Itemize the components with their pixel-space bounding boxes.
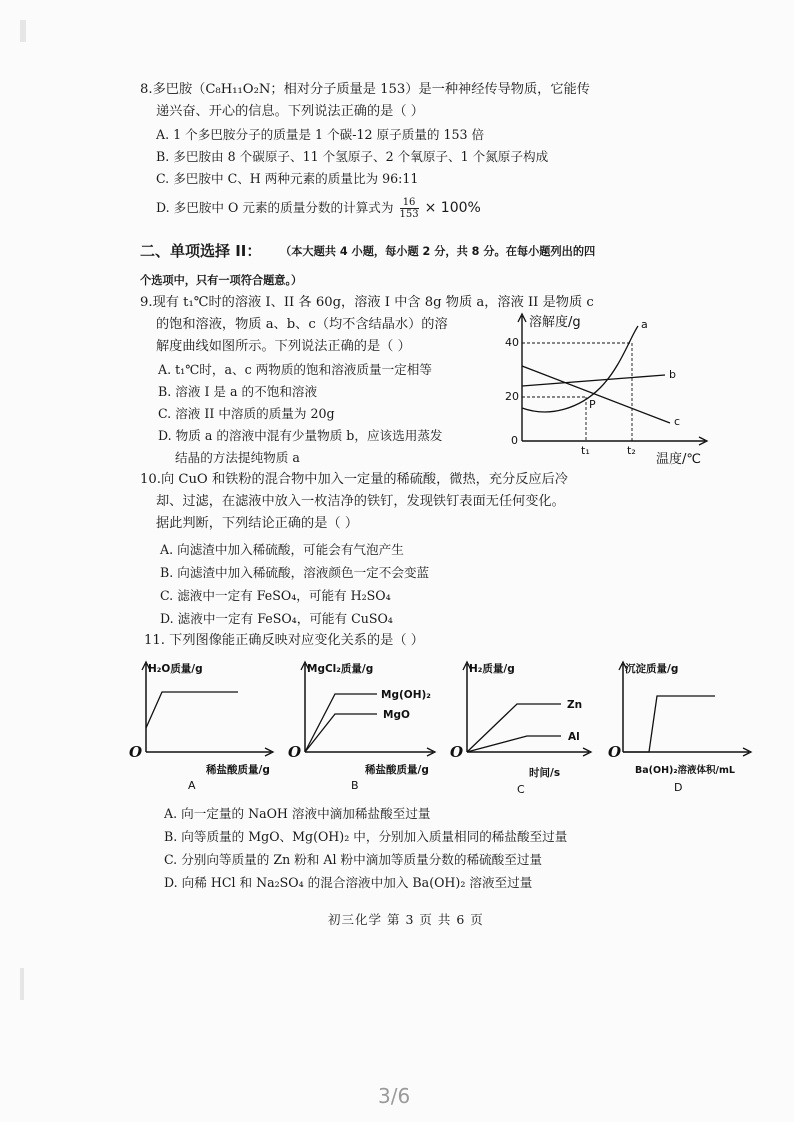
graph-d-caption: D	[674, 781, 683, 794]
q11-option-d: D. 向稀 HCl 和 Na₂SO₄ 的混合溶液中加入 Ba(OH)₂ 溶液至过量	[164, 875, 533, 890]
graph-xlabel: 温度/℃	[656, 452, 701, 467]
graph-a-caption: A	[188, 779, 196, 792]
page-footer: 初三化学 第 3 页 共 6 页	[328, 912, 484, 927]
scan-edge-mark	[20, 968, 24, 1000]
graph-d-xlabel: Ba(OH)₂溶液体积/mL	[635, 765, 735, 776]
graph-a-origin: O	[129, 743, 143, 761]
section-note: （本大题共 4 小题，每小题 2 分，共 8 分。在每小题列出的四	[280, 245, 596, 258]
graph-b-origin: O	[288, 743, 302, 761]
q9-option-c: C. 溶液 II 中溶质的质量为 20g	[158, 406, 335, 421]
graph-ylabel: 溶解度/g	[529, 315, 581, 330]
q10-option-c: C. 滤液中一定有 FeSO₄，可能有 H₂SO₄	[160, 588, 391, 603]
graph-a-xlabel: 稀盐酸质量/g	[206, 764, 270, 776]
graph-b-line-mgoh2	[305, 694, 377, 752]
q8-option-a: A. 1 个多巴胺分子的质量是 1 个碳-12 原子质量的 153 倍	[156, 127, 485, 142]
graph-d-line	[623, 696, 715, 752]
q9-stem-line2: 的饱和溶液，物质 a、b、c（均不含结晶水）的溶	[156, 317, 448, 332]
graph-c-caption: C	[517, 783, 525, 796]
q8-option-d-text: D. 多巴胺中 O 元素的质量分数的计算式为	[156, 200, 394, 215]
q8-stem-line2: 递兴奋、开心的信息。下列说法正确的是（ ）	[156, 104, 424, 119]
section-note-2: 个选项中，只有一项符合题意。）	[140, 274, 303, 287]
q11-stem: 11. 下列图像能正确反映对应变化关系的是（ ）	[144, 633, 424, 648]
q8-option-d-tail: × 100%	[424, 200, 481, 216]
graph-c-series-al: Al	[568, 731, 580, 743]
q10-option-a: A. 向滤渣中加入稀硫酸，可能会有气泡产生	[160, 542, 404, 557]
graph-c-ylabel: H₂质量/g	[469, 663, 515, 675]
graph-c	[447, 656, 597, 798]
curve-b	[522, 375, 665, 386]
q8-option-b: B. 多巴胺由 8 个碳原子、11 个氢原子、2 个氧原子、1 个氮原子构成	[156, 149, 549, 164]
graph-origin: 0	[511, 434, 518, 447]
q8-stem-line1: 8.多巴胺（C₈H₁₁O₂N；相对分子质量是 153）是一种神经传导物质，它能传	[140, 82, 590, 97]
graph-b-series-mgo: MgO	[383, 709, 410, 721]
page-indicator: 3/6	[378, 1084, 411, 1108]
graph-a-ylabel: H₂O质量/g	[148, 663, 203, 675]
graph-d	[607, 656, 757, 796]
scan-edge-mark	[20, 20, 26, 42]
q11-option-c: C. 分别向等质量的 Zn 粉和 Al 粉中滴加等质量分数的稀硫酸至过量	[164, 852, 543, 867]
q10-stem-line1: 10.向 CuO 和铁粉的混合物中加入一定量的稀硫酸，微热，充分反应后冷	[140, 472, 568, 487]
q8-option-d	[156, 197, 481, 220]
graph-c-line-zn	[467, 704, 561, 752]
q11-option-b: B. 向等质量的 MgO、Mg(OH)₂ 中，分别加入质量相同的稀盐酸至过量	[164, 829, 568, 844]
fraction-denominator: 153	[399, 209, 419, 220]
graph-d-ylabel: 沉淀质量/g	[625, 663, 679, 675]
solubility-curve-graph	[500, 308, 725, 468]
graph-b-caption: B	[351, 779, 359, 792]
q10-stem-line3: 据此判断，下列结论正确的是（ ）	[156, 516, 359, 531]
q11-option-a: A. 向一定量的 NaOH 溶液中滴加稀盐酸至过量	[164, 806, 431, 821]
curve-a	[522, 326, 638, 412]
graph-c-xlabel: 时间/s	[529, 767, 561, 779]
q9-option-b: B. 溶液 I 是 a 的不饱和溶液	[158, 384, 318, 399]
q9-option-d-cont: 结晶的方法提纯物质 a	[175, 450, 300, 465]
q8-option-c: C. 多巴胺中 C、H 两种元素的质量比为 96:11	[156, 171, 419, 186]
q9-stem-line1: 9.现有 t₁℃时的溶液 I、II 各 60g，溶液 I 中含 8g 物质 a，溶液 II 是物质 c	[140, 295, 594, 310]
graph-b	[285, 656, 440, 796]
x-tick-t2: t₂	[627, 444, 636, 457]
y-tick-40: 40	[505, 336, 519, 349]
point-p-label: P	[589, 398, 596, 411]
q8-option-d-fraction	[400, 197, 419, 220]
fraction-numerator: 16	[400, 197, 419, 209]
graph-b-xlabel: 稀盐酸质量/g	[365, 764, 429, 776]
graph-b-series-mgoh2: Mg(OH)₂	[381, 689, 431, 701]
q9-stem-line3: 解度曲线如图所示。下列说法正确的是（ ）	[156, 339, 411, 354]
graph-d-origin: O	[608, 743, 622, 761]
curve-b-label: b	[669, 368, 676, 381]
graph-c-series-zn: Zn	[567, 699, 583, 711]
q9-option-d: D. 物质 a 的溶液中混有少量物质 b，应该选用蒸发	[158, 428, 443, 443]
q10-option-d: D. 滤液中一定有 FeSO₄，可能有 CuSO₄	[160, 611, 393, 626]
q10-stem-line2: 却、过滤，在滤液中放入一枚洁净的铁钉，发现铁钉表面无任何变化。	[156, 494, 565, 509]
graph-b-ylabel: MgCl₂质量/g	[307, 663, 374, 675]
graph-a	[126, 656, 276, 796]
q10-option-b: B. 向滤渣中加入稀硫酸，溶液颜色一定不会变蓝	[160, 565, 430, 580]
graph-b-line-mgo	[305, 714, 377, 752]
curve-a-label: a	[641, 318, 648, 331]
curve-c	[522, 366, 670, 423]
x-tick-t1: t₁	[581, 444, 590, 457]
graph-c-origin: O	[450, 743, 464, 761]
q9-option-a: A. t₁℃时，a、c 两物质的饱和溶液质量一定相等	[158, 362, 432, 377]
graph-a-line	[146, 692, 238, 728]
section-title: 二、单项选择 II：	[140, 242, 262, 260]
y-tick-20: 20	[505, 390, 519, 403]
curve-c-label: c	[674, 415, 681, 428]
